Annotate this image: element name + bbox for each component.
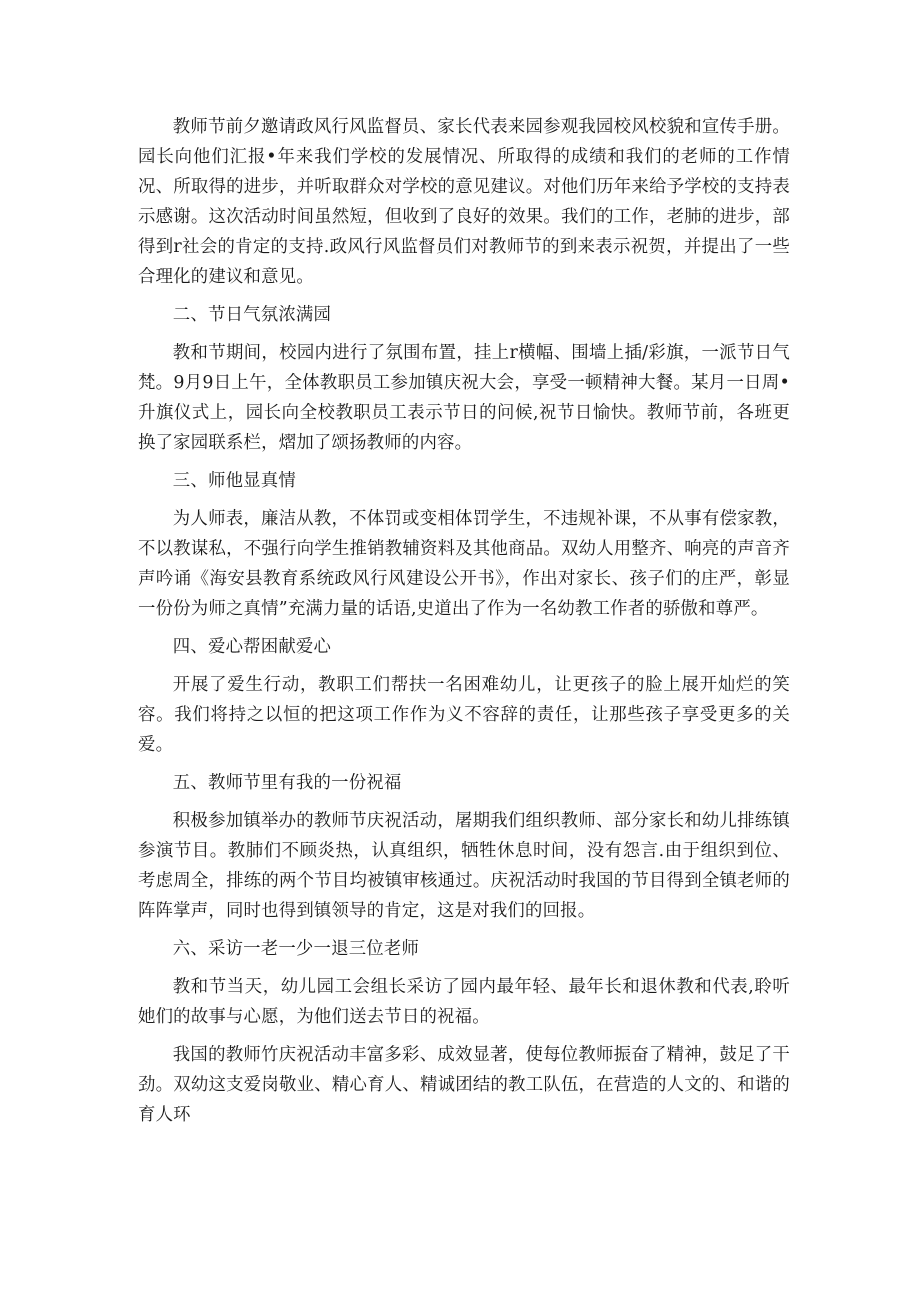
section-heading-6: 六、采访一老一少一退三位老师 <box>172 939 420 959</box>
section-heading-4: 四、爱心帮困献爱心 <box>172 637 332 657</box>
paragraph-section-3: 为人师表，廉洁从教，不体罚或变相体罚学生，不违规补课，不从事有偿家教，不以教谋私，不强行向学生推销教辅资料及其他商品。双幼人用整齐、响亮的声音齐声吟诵《海安县教育系统政风行风建设公开书》，作出对家长、孩子们的庄严，彰显一份份为师之真情”充满力量的话语,史道出了作为一名幼教工作者的骄傲和尊严。 <box>138 509 790 619</box>
document-page <box>138 112 790 1138</box>
paragraph-section-6: 教和节当天，幼儿园工会组长采访了园内最年轻、最年长和退休教和代表,聆听她们的故事与心愿，为他们送去节日的祝福。 <box>138 977 790 1027</box>
section-heading-3: 三、师他显真情 <box>172 471 296 491</box>
paragraph-conclusion: 我国的教师竹庆祝活动丰富多彩、成效显著，使每位教师振奋了精神，鼓足了干劲。双幼这支爱岗敬业、精心育人、精诚团结的教工队伍，在营造的人文的、和谐的育人环 <box>138 1045 790 1125</box>
paragraph-section-4: 开展了爱生行动，教职工们帮扶一名困难幼儿，让更孩子的脸上展开灿烂的笑容。我们将持之以恒的把这项工作作为义不容辞的责任，让那些孩子享受更多的关爱。 <box>138 675 790 755</box>
section-heading-5: 五、教师节里有我的一份祝福 <box>172 773 402 793</box>
paragraph-section-2: 教和节期间，校园内进行了氛围布置，挂上r横幅、围墙上插/彩旗，一派节日气梵。9月9日上午，全体教职员工参加镇庆祝大会，享受一顿精神大餐。某月一日周•升旗仪式上，园长向全校教职员工表示节日的问候,祝节日愉快。教师节前，各班更换了家园联系栏，熠加了颂扬教师的内容。 <box>138 343 790 453</box>
paragraph-section-5: 积极参加镇举办的教师节庆祝活动，屠期我们组织教师、部分家长和幼儿排练镇参演节目。教肺们不顾炎热，认真组织，牺牲休息时间，没有怨言.由于组织到位、考虑周全，排练的两个节目均被镇审核通过。庆祝活动时我国的节目得到全镇老师的阵阵掌声，同时也得到镇领导的肯定，这是对我们的回报。 <box>138 811 790 921</box>
paragraph-intro: 教师节前夕邀请政风行风监督员、家长代表来园参观我园校风校貌和宣传手册。园长向他们汇报•年来我们学校的发展情况、所取得的成绩和我们的老师的工作情况、所取得的进步，并听取群众对学校的意见建议。对他们历年来给予学校的支持表示感谢。这次活动时间虽然短，但收到了良好的效果。我们的工作，老肺的进步，部得到r社会的肯定的支持.政风行风监督员们对教师节的到来表示祝贺，并提出了一些合理化的建议和意见。 <box>138 117 790 287</box>
section-heading-2: 二、节日气氛浓满园 <box>172 305 332 325</box>
